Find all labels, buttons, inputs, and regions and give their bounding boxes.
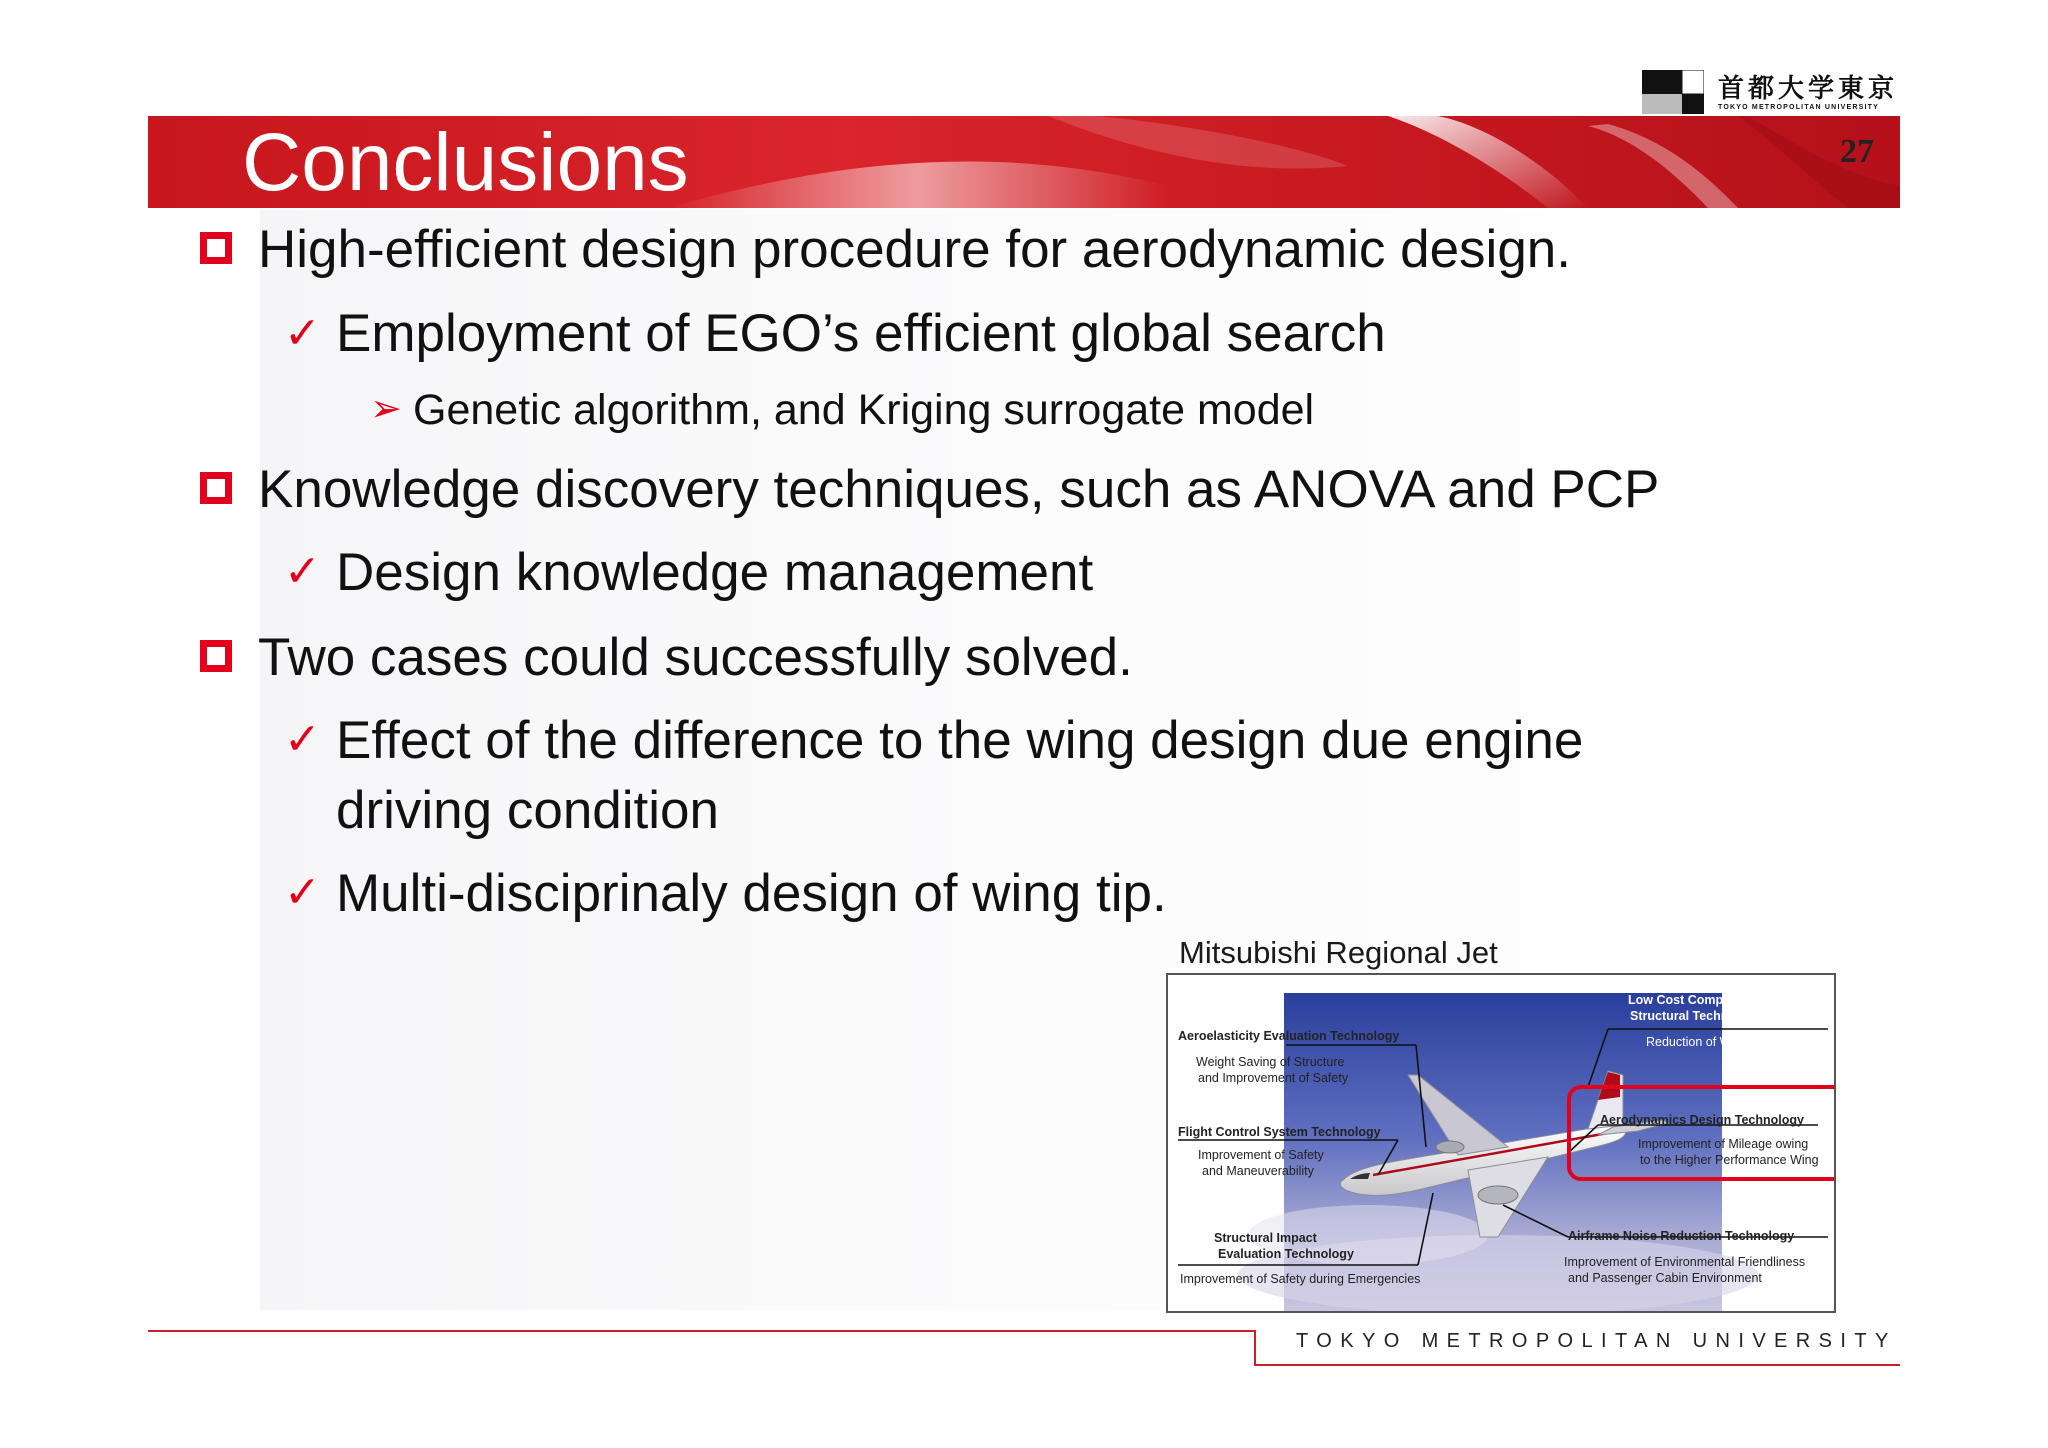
label-aerodynamics-desc-2: to the Higher Performance Wing (1640, 1153, 1819, 1167)
label-aerodynamics-title: Aerodynamics Design Technology (1600, 1113, 1804, 1127)
label-noise-title: Airframe Noise Reduction Technology (1568, 1229, 1795, 1243)
footer-rule-right (1254, 1364, 1900, 1366)
label-composite-title-1: Low Cost Composite Material (1628, 993, 1804, 1007)
page-number: 27 (1840, 133, 1874, 170)
checkmark-icon: ✓ (284, 715, 321, 764)
label-aeroelasticity-title: Aeroelasticity Evaluation Technology (1178, 1029, 1400, 1043)
bullet-3-sub-1-text-line1: Effect of the difference to the wing design due engine (336, 711, 1584, 770)
bullet-1-sub-1-text: Employment of EGO’s efficient global search (336, 304, 1386, 363)
bullet-square-icon (200, 472, 232, 504)
bullet-1-sub-1-sub-1-text: Genetic algorithm, and Kriging surrogate model (413, 386, 1315, 434)
label-noise-desc-1: Improvement of Environmental Friendliness (1564, 1255, 1806, 1269)
label-aeroelasticity-desc-2: and Improvement of Safety (1198, 1071, 1349, 1085)
footer-university-name: TOKYO METROPOLITAN UNIVERSITY (1296, 1330, 1897, 1352)
checkmark-icon: ✓ (284, 309, 321, 358)
slide-title: Conclusions (242, 117, 689, 208)
checkmark-icon: ✓ (284, 547, 321, 596)
bullet-1-text: High-efficient design procedure for aerodynamic design. (258, 220, 1571, 279)
label-composite-desc: Reduction of Weight and Cost (1646, 1035, 1812, 1049)
label-flight-control-title: Flight Control System Technology (1178, 1125, 1381, 1139)
footer-rule-vertical (1254, 1330, 1256, 1366)
bullet-3-sub-1-text-line2: driving condition (336, 781, 720, 840)
bullet-2-text: Knowledge discovery techniques, such as ANOVA and PCP (258, 460, 1660, 519)
label-composite-title-2: Structural Technology (1630, 1009, 1762, 1023)
mrj-technology-figure (1166, 973, 1836, 1313)
bullet-3-sub-2-text: Multi-disciprinaly design of wing tip. (336, 864, 1167, 923)
label-aerodynamics-desc-1: Improvement of Mileage owing (1638, 1137, 1809, 1151)
figure-caption: Mitsubishi Regional Jet (1179, 935, 1498, 970)
logo-japanese-name: 首都大学東京 (1718, 73, 1899, 103)
footer-rule-left (148, 1330, 1256, 1332)
bullet-square-icon (200, 640, 232, 672)
label-flight-control-desc-2: and Maneuverability (1202, 1164, 1314, 1178)
bullet-2-sub-1-text: Design knowledge management (336, 543, 1094, 602)
label-structural-impact-title-1: Structural Impact (1214, 1231, 1317, 1245)
checkmark-icon: ✓ (284, 868, 321, 917)
label-noise-desc-2: and Passenger Cabin Environment (1568, 1271, 1762, 1285)
bullet-square-icon (200, 232, 232, 264)
label-aeroelasticity-desc-1: Weight Saving of Structure (1196, 1055, 1345, 1069)
university-logo-icon (1642, 70, 1704, 114)
label-structural-impact-desc: Improvement of Safety during Emergencies (1180, 1272, 1421, 1286)
label-structural-impact-title-2: Evaluation Technology (1218, 1247, 1354, 1261)
bullet-3-text: Two cases could successfully solved. (258, 628, 1133, 687)
arrow-bullet-icon: ➢ (370, 388, 402, 430)
logo-english-name: TOKYO METROPOLITAN UNIVERSITY (1718, 104, 1879, 111)
label-flight-control-desc-1: Improvement of Safety (1198, 1148, 1324, 1162)
